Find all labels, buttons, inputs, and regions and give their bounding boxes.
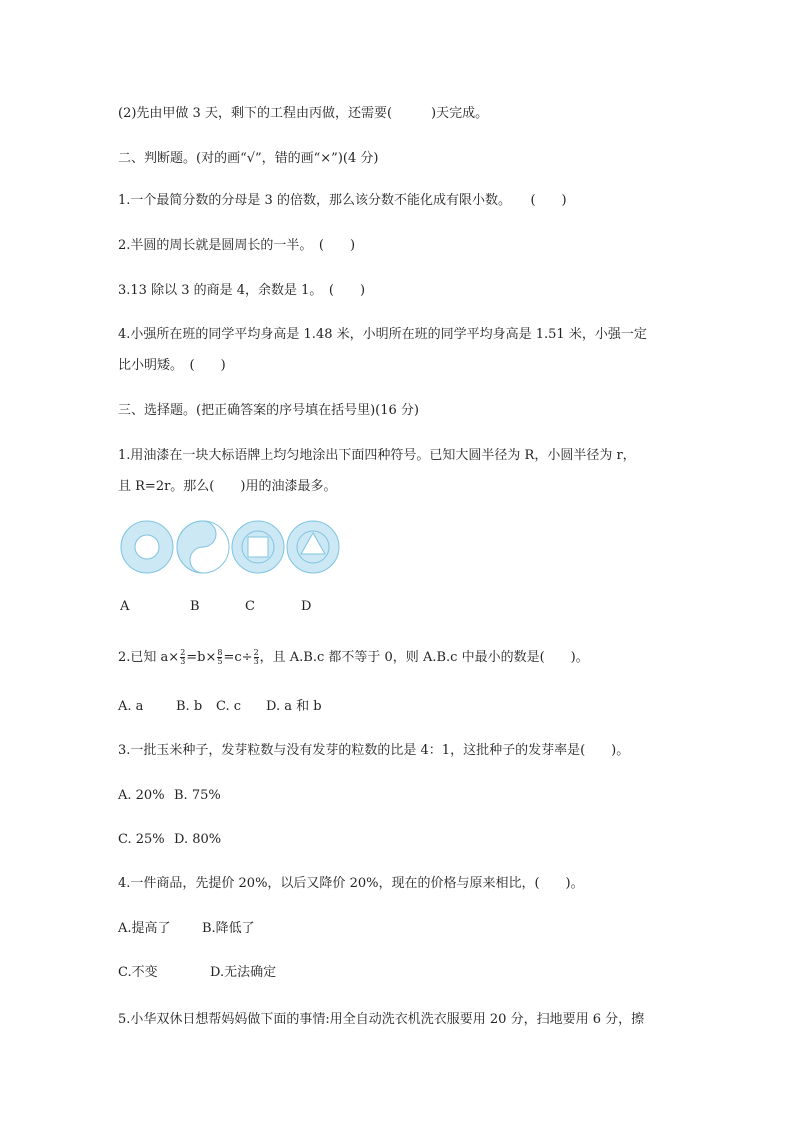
question-2-2: (2)先由甲做 3 天，剩下的工程由丙做，还需要( )天完成。 [118,106,489,121]
q2-option-d: D. a 和 b [266,699,322,714]
choice-question-2 [118,649,589,666]
q3-option-b: B. 75% [174,788,221,803]
fraction-3 [254,649,259,666]
judgment-item-2: 2.半圆的周长就是圆周长的一半。 ( ) [118,238,356,253]
fraction-1-den: 3 [180,657,186,666]
symbol-a [121,521,173,573]
q3-option-d: D. 80% [174,832,222,847]
section-judgment-heading: 二、判断题。(对的画“√”，错的画“×”)(4 分) [118,151,379,166]
q2-option-a: A. a [118,699,144,714]
symbol-c [232,521,284,573]
q3-options-row1 [118,788,221,804]
figure-label-a: A [120,599,130,614]
figure-label-b: B [190,599,200,614]
section-choice-heading: 三、选择题。(把正确答案的序号填在括号里)(16 分) [118,403,419,418]
symbol-b [177,521,229,573]
q4-options-row1 [118,921,255,937]
choice-question-1: 1.用油漆在一块大标语牌上均匀地涂出下面四种符号。已知大圆半径为 R，小圆半径为 r， [118,448,636,463]
q2-options [118,699,322,715]
fraction-1 [180,649,185,666]
fraction-3-num: 2 [253,648,259,657]
judgment-item-3: 3.13 除以 3 的商是 4，余数是 1。 ( ) [118,283,366,298]
choice-question-3: 3.一批玉米种子，发芽粒数与没有发芽的粒数的比是 4：1，这批种子的发芽率是( )。 [118,743,630,758]
q4-option-c: C.不变 [118,965,158,980]
choice-question-1-cont: 且 R=2r。那么( )用的油漆最多。 [118,479,337,494]
q3-option-c: C. 25% [118,832,165,847]
q3-option-a: A. 20% [118,788,165,803]
judgment-item-4-cont: 比小明矮。 ( ) [118,358,226,373]
q2-text-post: ，且 A.B.c 都不等于 0，则 A.B.c 中最小的数是( )。 [259,650,589,665]
fraction-2 [217,649,222,666]
q2-text-mid2: =c÷ [223,650,253,665]
judgment-item-4: 4.小强所在班的同学平均身高是 1.48 米，小明所在班的同学平均身高是 1.51 米，小强一定 [118,327,647,342]
q4-option-a: A.提高了 [118,921,171,936]
fraction-3-den: 3 [253,657,259,666]
q2-text-pre: 2.已知 a× [118,650,180,665]
q2-text-mid1: =b× [186,650,217,665]
fraction-2-num: 8 [217,648,223,657]
symbol-d [287,521,339,573]
choice-question-5: 5.小华双休日想帮妈妈做下面的事情:用全自动洗衣机洗衣服要用 20 分，扫地要用 6 分，擦 [118,1012,645,1027]
q2-option-c: C. c [216,699,242,714]
fraction-1-num: 2 [180,648,186,657]
q4-option-d: D.无法确定 [210,965,277,980]
q2-option-b: B. b [176,699,203,714]
fraction-2-den: 5 [217,657,223,666]
figure-label-c: C [245,599,255,614]
four-symbols-figure [120,518,340,576]
choice-question-4: 4.一件商品，先提价 20%，以后又降价 20%，现在的价格与原来相比，( )。 [118,876,584,891]
figure-label-d: D [301,599,312,614]
q4-option-b: B.降低了 [202,921,255,936]
q3-options-row2 [118,832,221,848]
q4-options-row2 [118,965,276,981]
judgment-item-1: 1.一个最简分数的分母是 3 的倍数，那么该分数不能化成有限小数。 ( ) [118,193,567,208]
